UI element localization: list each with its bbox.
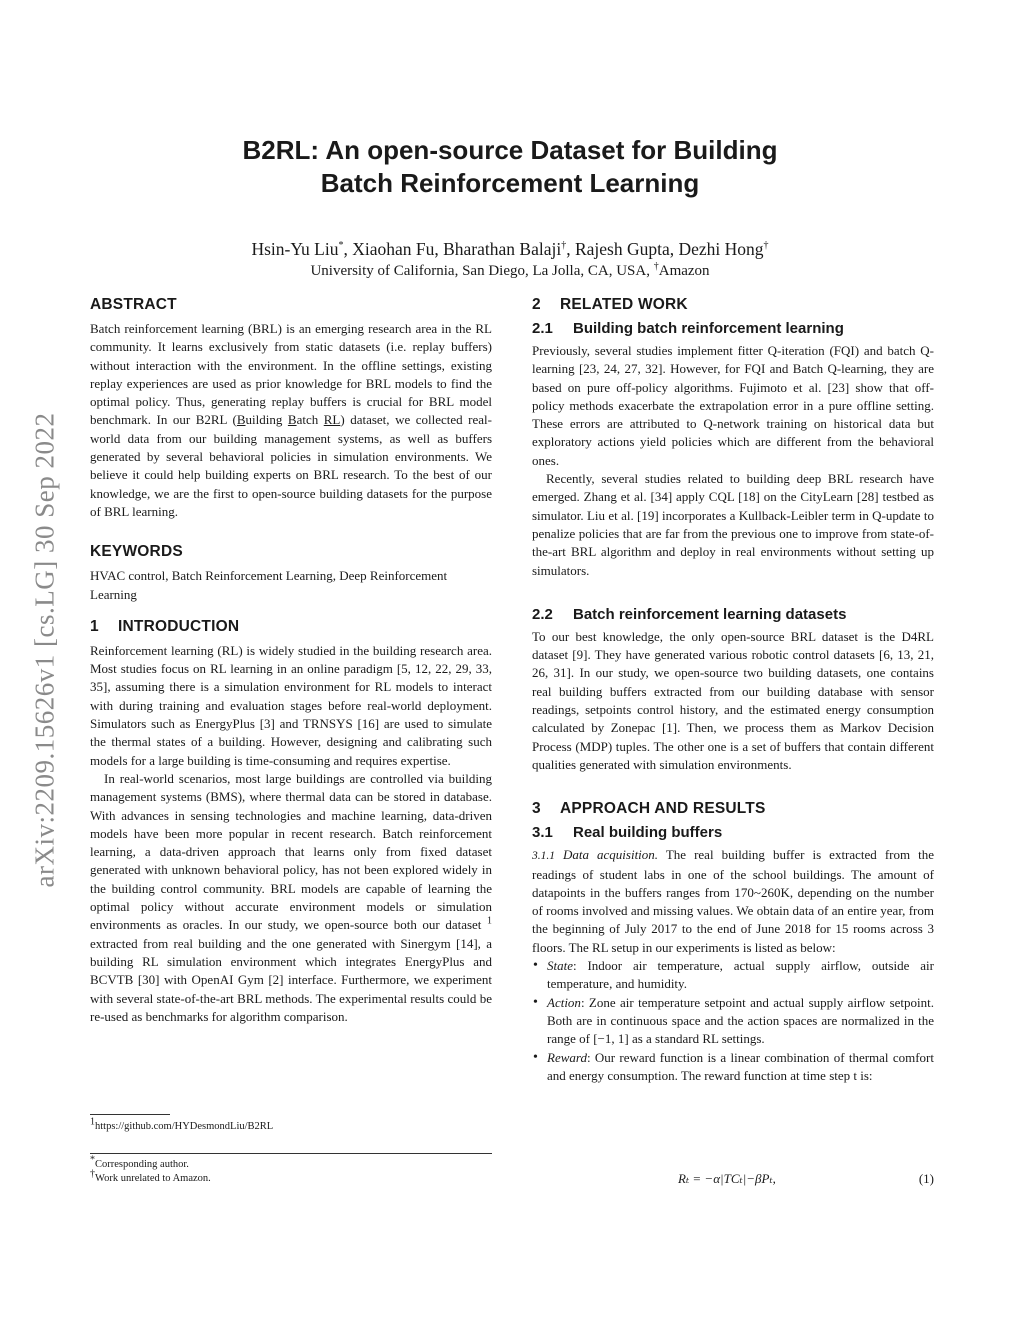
related-paragraph-3: To our best knowledge, the only open-source BRL dataset is the D4RL dataset [9]. They have generated various robotic control datasets [6, 13, 21, 26, 31]. In our study, we open-source two building datasets, one contains real building buffers extracted from our building database with sensor readings, setpoints control history, and the estimated energy consumption calculated by Zonepac [1]. Then, we process them as Markov Decision Process (MDP) tuples. The other one is a set of buffers that contain different qualities generated with simulation environments. — [532, 628, 934, 772]
subsection-2-1-title: Building batch reinforcement learning — [573, 320, 844, 337]
abstract-u1: B — [236, 412, 246, 428]
list-item-text: : Our reward function is a linear combination of thermal comfort and energy consumption. The reward function at time step t is: — [547, 1049, 934, 1083]
list-item-label: Action — [547, 994, 581, 1010]
footnote-corresponding — [90, 1154, 189, 1172]
list-item-reward — [532, 1049, 934, 1086]
equation-number: (1) — [918, 1171, 934, 1186]
footnote-ref-1: 1 — [487, 915, 492, 927]
affiliation-text: University of California, San Diego, La Jolla, CA, USA, — [310, 263, 654, 279]
data-acquisition-paragraph — [532, 846, 934, 957]
list-item-action — [532, 994, 934, 1049]
arxiv-id-text: arXiv:2209.15626v1 [cs.LG] 30 Sep 2022 — [29, 412, 60, 888]
data-acquisition-text: The real building buffer is extracted from the readings of student labs in one of the school buildings. The amount of datapoints in the buffers ranges from 170~260K, depending on the number of rooms involved and missing values. We obtain data of an entire year, from the beginning of July 2017 to the end of June 2018 for 15 rooms across 3 floors. The RL setup in our experiments is listed as below: — [532, 847, 934, 955]
intro-paragraph-1: Reinforcement learning (RL) is widely studied in the building research area. Most studies focus on RL learning in an online paradigm [5, 12, 22, 29, 33, 35], assuming there is a simulation environment for RL models to interact with during training and evaluation stages before real-world deployment. Simulators such as EnergyPlus [3] and TRNSYS [16] are used to simulate the thermal states of a building. However, designing and calibrating such models for a large building is time-consuming and requires expertise. — [90, 642, 492, 768]
approach-heading — [532, 800, 934, 818]
subsection-3-1-heading — [532, 824, 934, 841]
list-item-state — [532, 957, 934, 994]
abstract-u3: RL — [323, 412, 341, 428]
intro-title: INTRODUCTION — [118, 617, 240, 635]
related-number: 2 — [532, 296, 541, 313]
related-paragraph-2: Recently, several studies related to building deep BRL research have emerged. Zhang et al. [34] apply CQL [18] on the CityLearn [28] testbed as simulator. Liu et al. [19] incorporates a Kullback-Leibler term in Q-update to penalize policies that are far from the previous one to improve from state-of-the-art BRL algorithm and deploy in real environments without setting up simulators. — [532, 471, 934, 578]
footnote-rule-2 — [90, 1153, 492, 1154]
author-list — [90, 238, 930, 260]
subsection-3-1-title: Real building buffers — [573, 824, 723, 842]
affiliation-mark: † — [653, 261, 659, 272]
affiliation — [90, 262, 930, 281]
equation-1 — [532, 1171, 934, 1189]
paper-title — [90, 134, 930, 200]
subsection-3-1-number: 3.1 — [532, 824, 553, 842]
footnote-3-text: Work unrelated to Amazon. — [95, 1173, 211, 1184]
subsection-2-1-heading — [532, 320, 934, 337]
arxiv-sidenote — [20, 330, 70, 970]
author-3: , Rajesh Gupta, Dezhi Hong — [566, 239, 764, 259]
right-column — [532, 296, 934, 1085]
list-item-label: State — [547, 958, 573, 974]
subsubsection-number: 3.1.1 — [532, 850, 555, 863]
footnote-1-url[interactable]: https://github.com/HYDesmondLiu/B2RL — [95, 1121, 274, 1132]
footnote-3-mark: † — [90, 1168, 95, 1180]
related-title: RELATED WORK — [560, 296, 688, 313]
intro-paragraph-2 — [90, 770, 492, 1026]
subsection-2-2-number: 2.2 — [532, 605, 553, 623]
footnote-2-text: Corresponding author. — [95, 1159, 189, 1170]
list-item-text: : Indoor air temperature, actual supply airflow, outside air temperature, and humidity. — [547, 958, 934, 992]
reward-equation: Rₜ = −α|TCₜ|−βPₜ, — [678, 1171, 776, 1186]
list-item-label: Reward — [547, 1049, 587, 1065]
intro-text-2b: extracted from real building and the one generated with Sinergym [14], a building RL simulation environment which integrates EnergyPlus and BCVTB [30] with OpenAI Gym [2] interface. Furthermore, we experiment with several state-of-the-art BRL methods. The experimental results could be re-used as benchmarks for algorithm comparison. — [90, 935, 492, 1024]
keywords-text: HVAC control, Batch Reinforcement Learning, Deep Reinforcement Learning — [90, 568, 448, 602]
subsection-2-2-title: Batch reinforcement learning datasets — [573, 605, 847, 623]
intro-heading — [90, 618, 492, 636]
subsection-2-2-heading — [532, 606, 934, 623]
abstract-text-2: ) dataset, we collected real-world data from our building management systems, as well as buffers generated by several behavioral policies in simulation environments. We believe it could help building experts on BRL research. To the best of our knowledge, we are the first to open-source building datasets for the purpose of BRL learning. — [90, 412, 492, 519]
abstract-heading: ABSTRACT — [90, 296, 177, 313]
keywords-heading: KEYWORDS — [90, 543, 183, 561]
abstract-paragraph — [90, 320, 492, 521]
author-2: , Xiaohan Fu, Bharathan Balaji — [343, 239, 562, 259]
author-2-mark: † — [561, 240, 567, 252]
footnote-2-mark: * — [90, 1154, 95, 1166]
footnote-1 — [90, 1116, 274, 1134]
intro-text-2a: In real-world scenarios, most large buildings are controlled via building management systems (BMS), where thermal data can be stored in database. With advances in sensing technologies and machine learning, data-driven models have been more popular in recent research. Batch reinforcement learning, a data-driven approach that learns only from fixed dataset generated with unknown behavioral policy, has not been explored widely in the building control community. BRL models are capable of learning the optimal policy without accurate environment models or simulation environments as oracles. In our study, we open-source both our dataset — [90, 770, 492, 933]
approach-number: 3 — [532, 800, 541, 818]
left-column — [90, 296, 492, 1026]
affiliation-amazon: Amazon — [658, 263, 710, 279]
rl-setup-list — [532, 957, 934, 1085]
related-heading — [532, 296, 934, 314]
author-3-mark: † — [763, 240, 769, 252]
subsection-2-1-number: 2.1 — [532, 320, 553, 337]
list-item-text: : Zone air temperature setpoint and actual supply airflow setpoint. Both are in continuous space and the action spaces are normalized in the range of [−1, 1] as a standard RL settings. — [547, 994, 934, 1047]
intro-number: 1 — [90, 617, 99, 635]
abstract-text-1: Batch reinforcement learning (BRL) is an emerging research area in the RL community. It learns exclusively from static datasets (i.e. replay buffers) without interaction with the environment. In the offline settings, existing replay experiences are used as prior knowledge for BRL models to find the optimal policy. Thus, generating replay buffers is crucial for BRL model benchmark. In our B2RL ( — [90, 321, 492, 428]
footnote-amazon — [90, 1168, 211, 1186]
abstract-u2: B — [287, 412, 297, 428]
footnote-rule — [90, 1114, 170, 1115]
footnote-1-mark: 1 — [90, 1116, 95, 1128]
related-paragraph-1: Previously, several studies implement fitter Q-iteration (FQI) and batch Q-learning [23, 24, 27, 32]. However, for FQI and Batch Q-learning, they are based on pure off-policy algorithms. Fujimoto et al. [23] show that off-policy methods exacerbate the extrapolation error in a pure offline setting. These errors are attributed to Q-network training on historical data but exploratory actions yield policies which are different from the behavioral ones. — [532, 343, 934, 468]
title-line-1: B2RL: An open-source Dataset for Building — [242, 135, 778, 165]
title-line-2: Batch Reinforcement Learning — [320, 168, 700, 198]
approach-title: APPROACH AND RESULTS — [560, 800, 766, 818]
abstract-m1: uilding — [245, 412, 288, 428]
abstract-m2: atch — [296, 412, 324, 428]
author-1-mark: * — [338, 240, 344, 252]
subsubsection-title: Data acquisition. — [563, 847, 659, 863]
author-1: Hsin-Yu Liu — [251, 239, 339, 259]
